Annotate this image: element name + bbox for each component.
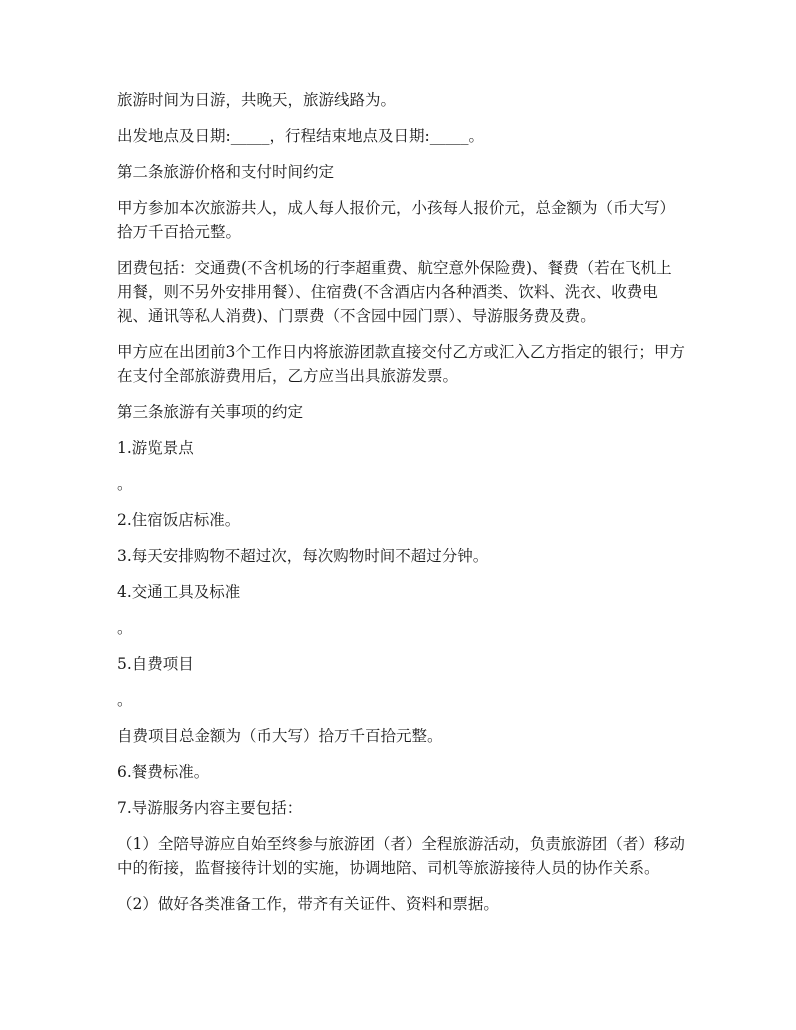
list-item-blank: 。	[117, 619, 133, 637]
paragraph-price: 甲方参加本次旅游共人，成人每人报价元，小孩每人报价元，总金额为（币大写）拾万千百拾元整。	[117, 199, 676, 241]
heading-article-3: 第三条旅游有关事项的约定	[117, 403, 304, 421]
paragraph-travel-time: 旅游时间为日游，共晚天，旅游线路为。	[117, 91, 397, 109]
list-item-blank: 。	[117, 475, 133, 493]
list-item-optional: 5.自费项目	[117, 655, 194, 673]
list-item-shopping: 3.每天安排购物不超过次，每次购物时间不超过分钟。	[117, 547, 489, 565]
paragraph-optional-total: 自费项目总金额为（币大写）拾万千百拾元整。	[117, 727, 443, 745]
document-body	[117, 88, 687, 928]
sub-item-guide-1: （1）全陪导游应自始至终参与旅游团（者）全程旅游活动，负责旅游团（者）移动中的衔接，监督接待计划的实施，协调地陪、司机等旅游接待人员的协作关系。	[117, 835, 685, 877]
list-item-transport: 4.交通工具及标准	[117, 583, 241, 601]
sub-item-guide-2: （2）做好各类准备工作，带齐有关证件、资料和票据。	[117, 895, 499, 913]
paragraph-payment: 甲方应在出团前3个工作日内将旅游团款直接交付乙方或汇入乙方指定的银行；甲方在支付全部旅游费用后，乙方应当出具旅游发票。	[117, 343, 685, 385]
paragraph-departure-info: 出发地点及日期:_____，行程结束地点及日期:_____。	[117, 127, 484, 145]
list-item-blank: 。	[117, 691, 133, 709]
list-item-sights: 1.游览景点	[117, 439, 194, 457]
list-item-meals: 6.餐费标准。	[117, 763, 210, 781]
paragraph-fee-includes: 团费包括：交通费(不含机场的行李超重费、航空意外保险费)、餐费（若在飞机上用餐，则不另外安排用餐）、住宿费(不含酒店内各种酒类、饮料、洗衣、收费电视、通讯等私人消费)、门票费（不含园中园门票）、导游服务费及费。	[117, 259, 672, 325]
list-item-hotel: 2.住宿饭店标准。	[117, 511, 241, 529]
heading-article-2: 第二条旅游价格和支付时间约定	[117, 163, 335, 181]
list-item-guide-services: 7.导游服务内容主要包括：	[117, 799, 303, 817]
